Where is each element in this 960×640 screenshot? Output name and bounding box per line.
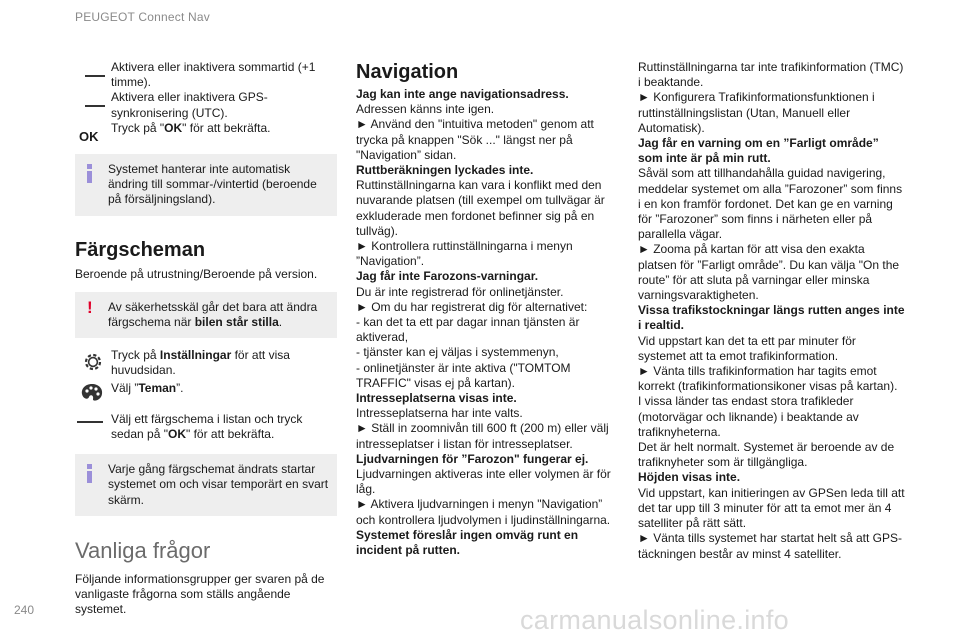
step-settings: Tryck på Inställningar för att visa huvudsidan. [75,348,337,378]
watermark: carmanualsonline.info [520,605,789,635]
faq-answer: ► Zooma på kartan för att visa den exakta platsen för ”Farligt område”. Du kan välja "On the route” för att sluta på varningar eller minska varningsvaraktigheten. [638,242,900,303]
faq-answer: ► Använd den "intuitiva metoden" genom att trycka på knappen "Sök ..." längst ner på "Navigation” sidan. [356,117,594,162]
faq-question: Höjden visas inte. [638,470,741,485]
step-summer-time [75,60,337,90]
info-icon [87,164,92,183]
step-text: Aktivera eller inaktivera GPS-synkronisering (UTC). [111,90,268,120]
faq-answer: ► Vänta tills trafikinformation har tagits emot korrekt (trafikinformationsikoner visas på kartan). [638,364,898,394]
faq-question: Jag får inte Farozons-varningar. [356,269,539,284]
info-box-restart: Varje gång färgschemat ändrats startar systemet om och visar temporärt en svart skärm. [75,454,337,516]
faq-question: Intresseplatserna visas inte. [356,391,517,406]
faq-answer: Ruttinställningarna tar inte trafikinformation (TMC) i beaktande. [638,60,904,90]
faq-intro: Följande informationsgrupper ger svaren på de vanligaste frågorna som ställs angående systemet. [75,571,325,617]
faq-answer: ► Om du har registrerat dig för alternativet: [356,299,588,314]
info-box-dst: Systemet hanterar inte automatisk ändring till sommar-/vintertid (beroende på försäljningsland). [75,154,337,216]
page-number: 240 [14,603,35,617]
column-left [75,60,337,617]
faq-question: Ljudvarningen för ”Farozon" fungerar ej. [356,451,589,466]
faq-answer: ► Aktivera ljudvarningen i menyn "Navigation” och kontrollera ljudvolymen i ljudinställningarna. [356,497,611,527]
colors-intro: Beroende på utrustning/Beroende på version. [75,266,318,281]
dash-icon [75,412,105,440]
faq-answer: Du är inte registrerad för onlinetjänster. [356,284,564,299]
step-text: Tryck på "OK" för att bekräfta. [111,120,271,135]
gear-icon [75,348,105,376]
faq-answer: Såväl som att tillhandahålla guidad navigering, meddelar systemet om alla ”Farozoner” som finns i en kon framför fordonet. Det kan ge en varning för ”Farozoner” som finns i närheten eller på parallella vägar. [638,166,903,242]
faq-answer: ► Kontrollera ruttinställningarna i menyn ”Navigation”. [356,239,573,269]
faq-answer: - tjänster kan ej väljas i systemmenyn, [356,345,559,360]
faq-question: Ruttberäkningen lyckades inte. [356,163,534,178]
running-header: PEUGEOT Connect Nav [75,10,210,24]
warning-box: ! Av säkerhetsskäl går det bara att ändra färgschema när bilen står stilla. [75,292,337,338]
faq-answer: Det är helt normalt. Systemet är beroende av de trafiknyheter som är tillgängliga. [638,440,895,470]
faq-answer: I vissa länder tas endast stora trafikleder (motorvägar och liknande) i beaktande av trafiknyheterna. [638,394,859,439]
step-theme: Välj ”Teman”. [75,379,337,396]
info-icon [87,464,92,483]
step-gps-sync [75,90,337,120]
faq-answer: Adressen känns inte igen. [356,102,495,117]
faq-answer: Vid uppstart kan det ta ett par minuter för systemet att ta emot trafikinformation. [638,333,856,363]
step-choose-theme: Välj ett färgschema i listan och tryck sedan på "OK" för att bekräfta. [75,412,337,442]
faq-answer: ► Ställ in zoomnivån till 600 ft (200 m) eller välj intresseplatser i listan för intresseplatser. [356,421,609,451]
navigation-faq-continued [638,60,906,562]
step-ok-confirm [75,120,337,144]
faq-answer: ► Vänta tills systemet har startat helt så att GPS-täckningen består av minst 4 satelliter. [638,531,902,561]
faq-answer: Vid uppstart, kan initieringen av GPSen leda till att det tar upp till 3 minuter för att ta emot mer än 4 satelliter på rätt sätt. [638,485,905,531]
faq-question: Jag kan inte ange navigationsadress. [356,87,569,101]
faq-answer: Ljudvarningen aktiveras inte eller volymen är för låg. [356,467,611,497]
palette-icon [75,379,105,407]
faq-question: Systemet föreslår ingen omväg runt en incident på rutten. [356,527,579,558]
column-middle [356,60,624,558]
faq-answer: ► Konfigurera Trafikinformationsfunktionen i ruttinställningslistan (Utan, Manuell eller Automatisk). [638,90,875,135]
faq-question: Vissa trafikstockningar längs rutten anges inte i realtid. [638,303,905,333]
navigation-faq [356,87,624,558]
section-heading-colors: Färgscheman [75,238,206,261]
dash-icon [75,90,105,118]
warning-icon: ! [87,297,93,317]
faq-answer: Intresseplatserna har inte valts. [356,406,523,421]
faq-question: Jag får en varning om en ”Farligt område” som inte är på min rutt. [638,136,879,166]
faq-answer: - onlinetjänster är inte aktiva ("TOMTOM TRAFFIC" visas ej på kartan). [356,360,571,390]
step-text: Aktivera eller inaktivera sommartid (+1 timme). [111,60,316,90]
section-heading-faq: Vanliga frågor [75,537,211,563]
section-heading-navigation: Navigation [356,61,459,83]
ok-label: OK [79,128,99,144]
dash-icon [75,60,105,88]
faq-answer: - kan det ta ett par dagar innan tjänsten är aktiverad, [356,315,580,345]
faq-answer: Ruttinställningarna kan vara i konflikt med den nuvarande platsen (till exempel om tullvägar är exkluderade men fordonet befinner sig på en tullväg). [356,178,605,238]
column-right [638,60,906,562]
